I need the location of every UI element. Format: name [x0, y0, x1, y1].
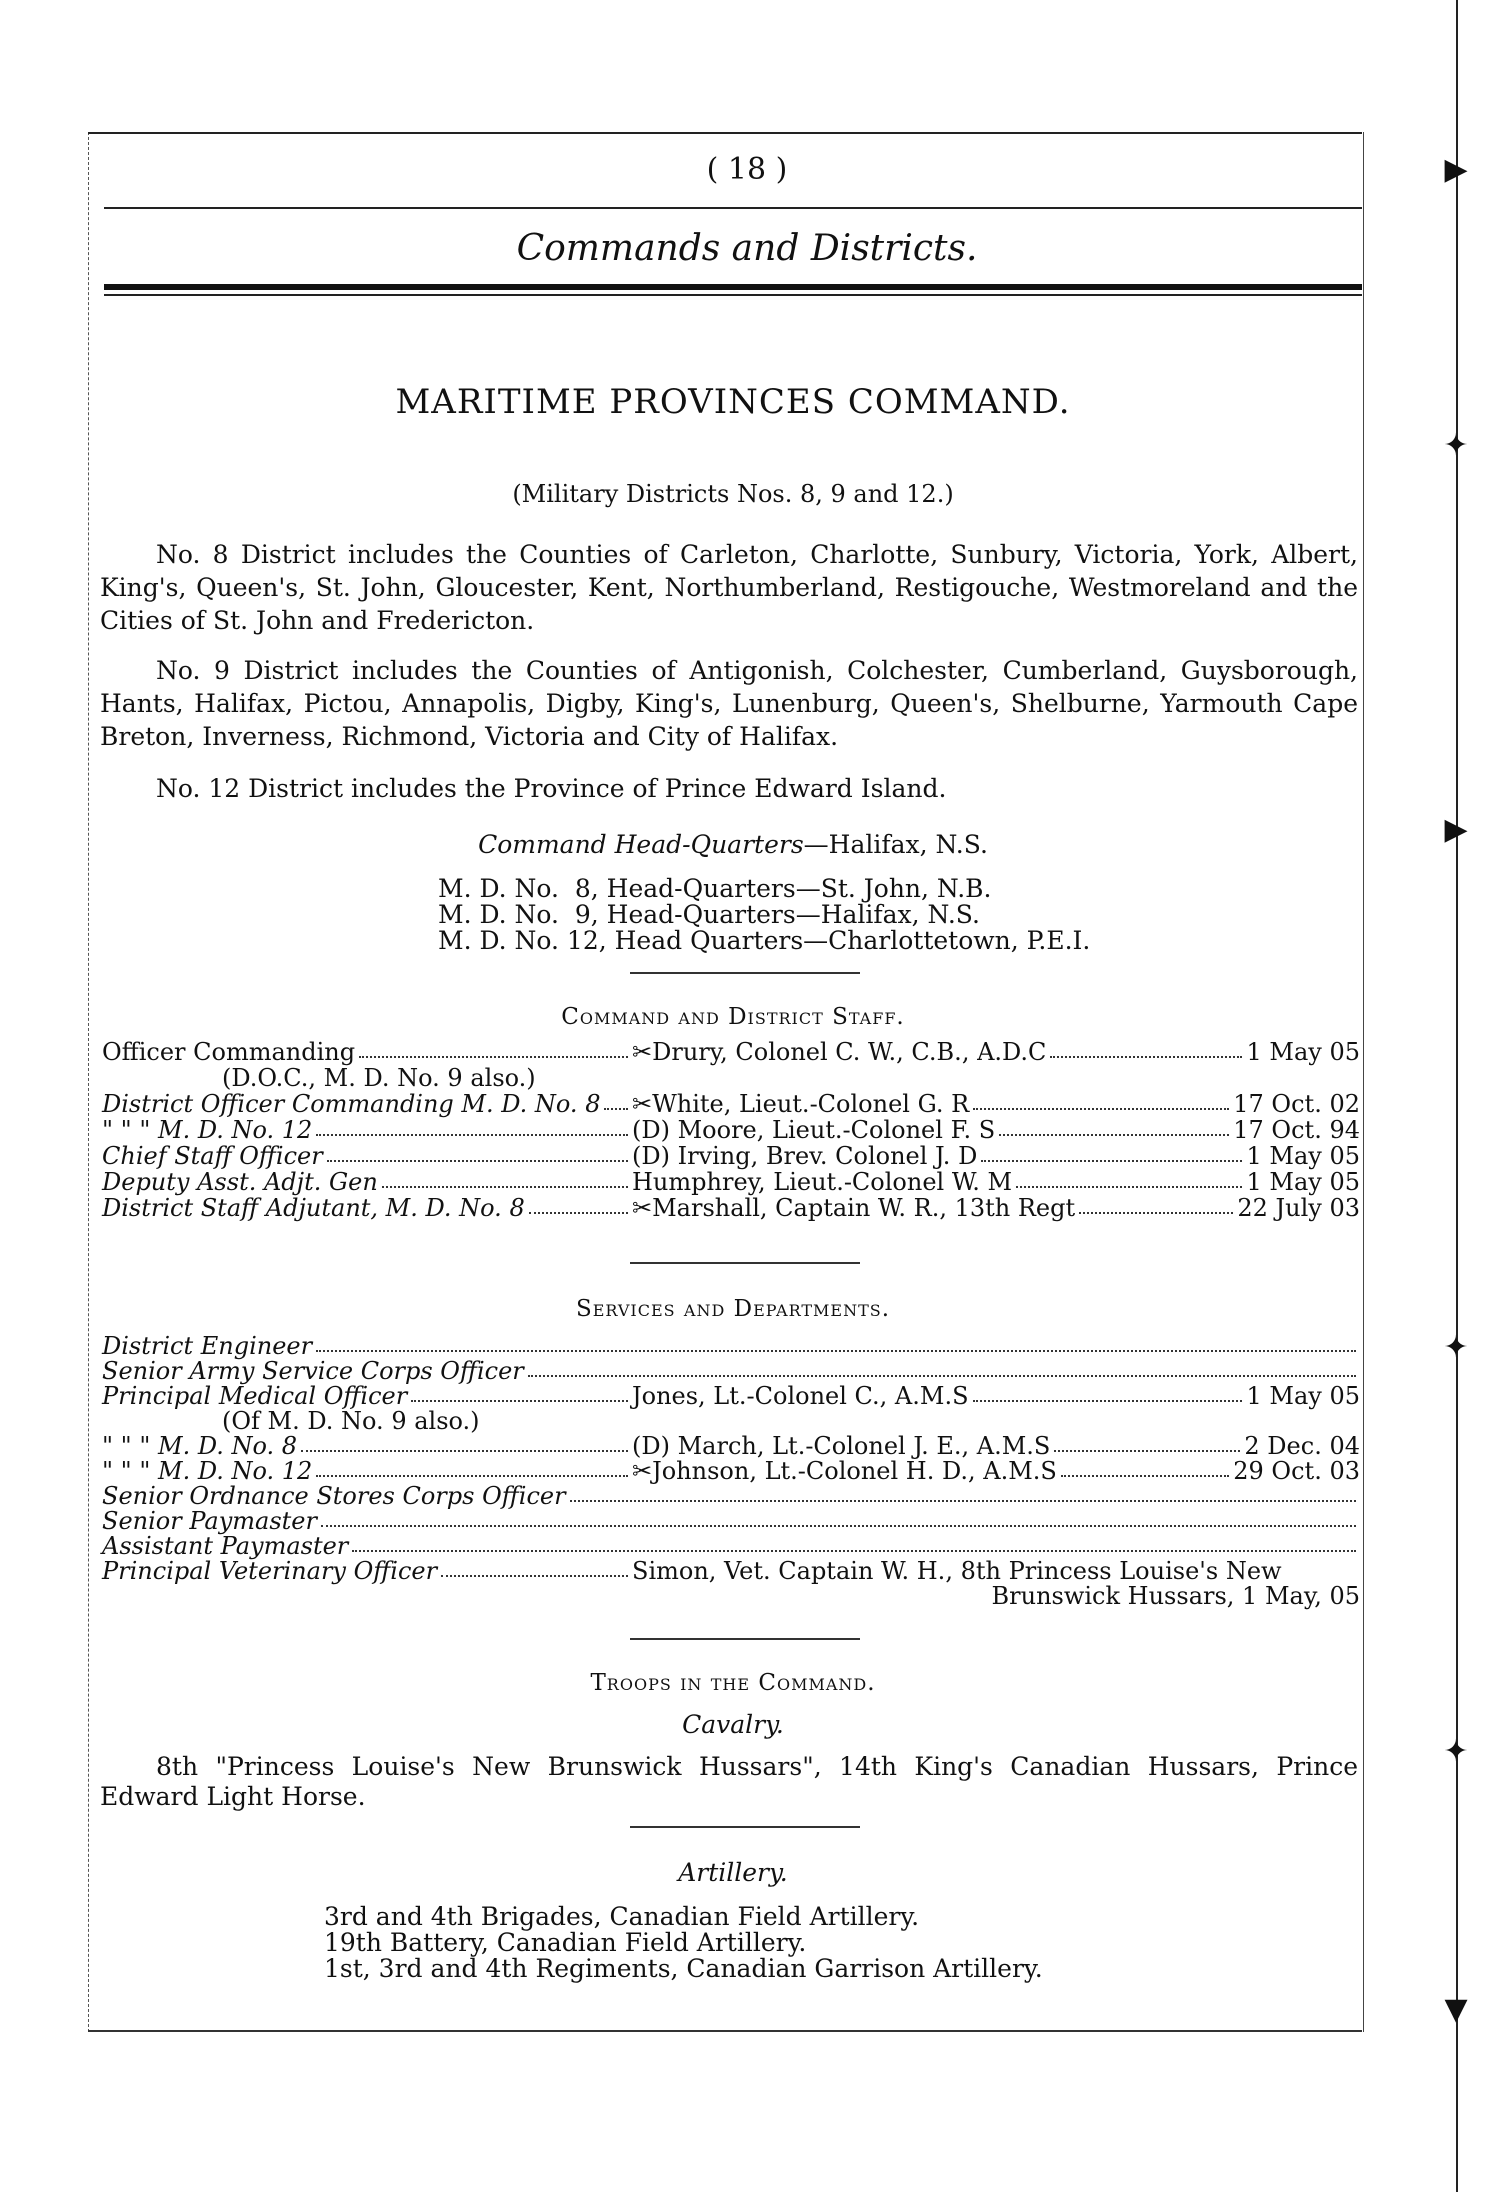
artillery-item: 19th Battery, Canadian Field Artillery.	[324, 1928, 807, 1957]
entry-name: Jones, Lt.-Colonel C., A.M.S	[632, 1382, 969, 1410]
section-rule	[630, 1638, 860, 1640]
entry-post: (D.O.C., M. D. No. 9 also.)	[222, 1064, 536, 1092]
entry-date: Brunswick Hussars, 1 May, 05	[991, 1582, 1360, 1610]
dot-leader	[1054, 1434, 1240, 1452]
paragraph-district-12: No. 12 District includes the Province of Prince Edward Island.	[156, 774, 947, 803]
services-heading: Services and Departments.	[575, 1296, 891, 1322]
dot-leader	[441, 1559, 628, 1577]
entry-row	[102, 1384, 1360, 1408]
entry-date: 1 May 05	[1246, 1168, 1360, 1196]
entry-row	[102, 1196, 1360, 1220]
entry-row	[102, 1359, 1360, 1383]
entry-row	[102, 1409, 1360, 1433]
dot-leader	[316, 1459, 628, 1477]
entry-name: (D) Moore, Lieut.-Colonel F. S	[632, 1116, 996, 1144]
entry-row	[102, 1170, 1360, 1194]
command-hq-label: Command Head-Quarters	[478, 830, 804, 859]
dot-leader	[604, 1092, 628, 1110]
dot-leader	[1016, 1170, 1242, 1188]
entry-post: District Officer Commanding M. D. No. 8	[102, 1090, 601, 1118]
entry-date: 1 May 05	[1246, 1038, 1360, 1066]
cavalry-text: 8th "Princess Louise's New Brunswick Hussars", 14th King's Canadian Hussars, Prince Edward Light Horse.	[100, 1752, 1358, 1811]
entry-post: " " " M. D. No. 8	[102, 1432, 298, 1460]
md-hq-line: M. D. No. 8, Head-Quarters—St. John, N.B.	[438, 874, 992, 903]
artillery-item: 3rd and 4th Brigades, Canadian Field Artillery.	[324, 1902, 920, 1931]
entry-post: Chief Staff Officer	[102, 1142, 323, 1170]
entry-post: Deputy Asst. Adjt. Gen	[102, 1168, 378, 1196]
entry-date: 2 Dec. 04	[1244, 1432, 1360, 1460]
paragraph-district-9: No. 9 District includes the Counties of Antigonish, Colchester, Cumberland, Guysborough, Hants, Halifax, Pictou, Annapolis, Digby, King's, Lunenburg, Queen's, Shelburne, Yarmouth Cape Breton, Inverness, Richmond, Victoria and City of Halifax.	[100, 656, 1358, 751]
dot-leader	[327, 1144, 628, 1162]
dot-leader	[981, 1144, 1242, 1162]
staff-heading: Command and District Staff.	[561, 1004, 905, 1030]
dot-leader	[529, 1196, 628, 1214]
entry-row	[102, 1040, 1360, 1064]
entry-post: Senior Army Service Corps Officer	[102, 1357, 524, 1385]
entry-name: ✂Drury, Colonel C. W., C.B., A.D.C	[632, 1038, 1047, 1066]
bottom-rule	[88, 2030, 1362, 2032]
entry-post: Principal Veterinary Officer	[102, 1557, 438, 1585]
binding-edge	[1456, 0, 1458, 2192]
dot-leader	[359, 1040, 628, 1058]
top-rule	[88, 132, 1362, 134]
entry-date: 29 Oct. 03	[1233, 1457, 1360, 1485]
entry-row	[102, 1584, 1360, 1608]
dot-leader	[973, 1092, 1229, 1110]
dot-leader	[570, 1484, 1356, 1502]
dot-leader	[411, 1384, 628, 1402]
page-number: ( 18 )	[706, 152, 788, 187]
entry-name: Simon, Vet. Captain W. H., 8th Princess Louise's New	[632, 1557, 1282, 1585]
binding-mark-icon: ✦	[1443, 428, 1469, 463]
entry-row	[102, 1118, 1360, 1142]
binding-mark-icon: ▶	[1444, 152, 1468, 187]
page-subtitle: (Military Districts Nos. 8, 9 and 12.)	[512, 480, 954, 508]
header-double-rule	[104, 284, 1362, 290]
entry-post: Senior Ordnance Stores Corps Officer	[102, 1482, 566, 1510]
entry-name: ✂Marshall, Captain W. R., 13th Regt	[632, 1194, 1076, 1222]
entry-name: ✂Johnson, Lt.-Colonel H. D., A.M.S	[632, 1457, 1057, 1485]
entry-name: Humphrey, Lieut.-Colonel W. M	[632, 1168, 1013, 1196]
entry-post: Senior Paymaster	[102, 1507, 317, 1535]
entry-date: 1 May 05	[1246, 1142, 1360, 1170]
artillery-heading: Artillery.	[678, 1858, 788, 1887]
entry-post: (Of M. D. No. 9 also.)	[222, 1407, 480, 1435]
entry-date: 22 July 03	[1237, 1194, 1360, 1222]
entry-post: Principal Medical Officer	[102, 1382, 408, 1410]
header-rule	[104, 207, 1362, 209]
header-rule-thin	[104, 294, 1362, 296]
entry-post: " " " M. D. No. 12	[102, 1116, 313, 1144]
entry-name: (D) Irving, Brev. Colonel J. D	[632, 1142, 978, 1170]
entry-date: 17 Oct. 94	[1233, 1116, 1360, 1144]
dot-leader	[301, 1434, 628, 1452]
entry-post: " " " M. D. No. 12	[102, 1457, 313, 1485]
entry-name: (D) March, Lt.-Colonel J. E., A.M.S	[632, 1432, 1051, 1460]
binding-mark-icon: ▼	[1444, 1992, 1468, 2027]
dot-leader	[973, 1384, 1243, 1402]
entry-post: Officer Commanding	[102, 1038, 356, 1066]
entry-row	[102, 1434, 1360, 1458]
section-rule	[630, 1262, 860, 1264]
section-rule	[630, 1826, 860, 1828]
entry-row	[102, 1144, 1360, 1168]
binding-mark-icon: ✦	[1443, 1330, 1469, 1365]
entry-row	[102, 1334, 1360, 1358]
paragraph-district-8: No. 8 District includes the Counties of Carleton, Charlotte, Sunbury, Victoria, York, Albert, King's, Queen's, St. John, Gloucester, Kent, Northumberland, Restigouche, Westmoreland and the Cities of St. John and Fredericton.	[100, 540, 1358, 635]
dot-leader	[1079, 1196, 1233, 1214]
running-head: Commands and Districts.	[516, 228, 978, 269]
entry-row	[102, 1066, 1360, 1090]
entry-row	[102, 1092, 1360, 1116]
dot-leader	[528, 1359, 1356, 1377]
binding-mark-icon: ✦	[1443, 1734, 1469, 1769]
entry-row	[102, 1509, 1360, 1533]
command-hq-value: —Halifax, N.S.	[803, 830, 988, 859]
entry-row	[102, 1534, 1360, 1558]
entry-date: 1 May 05	[1246, 1382, 1360, 1410]
command-headquarters	[104, 830, 1362, 859]
dot-leader	[316, 1118, 628, 1136]
entry-name: ✂White, Lieut.-Colonel G. R	[632, 1090, 970, 1118]
dot-leader	[321, 1509, 1356, 1527]
entry-date: 17 Oct. 02	[1233, 1090, 1360, 1118]
md-hq-line: M. D. No. 9, Head-Quarters—Halifax, N.S.	[438, 900, 980, 929]
section-rule	[630, 972, 860, 974]
entry-post: Assistant Paymaster	[102, 1532, 349, 1560]
cavalry-heading: Cavalry.	[682, 1710, 784, 1739]
dot-leader	[382, 1170, 628, 1188]
entry-post: District Engineer	[102, 1332, 313, 1360]
artillery-item: 1st, 3rd and 4th Regiments, Canadian Garrison Artillery.	[324, 1954, 1043, 1983]
entry-post: District Staff Adjutant, M. D. No. 8	[102, 1194, 525, 1222]
dot-leader	[1050, 1040, 1242, 1058]
entry-row	[102, 1559, 1360, 1583]
troops-heading: Troops in the Command.	[590, 1670, 876, 1696]
dot-leader	[316, 1334, 1356, 1352]
dot-leader	[352, 1534, 1356, 1552]
entry-row	[102, 1484, 1360, 1508]
dot-leader	[1061, 1459, 1229, 1477]
page-title: MARITIME PROVINCES COMMAND.	[395, 382, 1071, 422]
dot-leader	[999, 1118, 1229, 1136]
entry-row	[102, 1459, 1360, 1483]
md-hq-line: M. D. No. 12, Head Quarters—Charlottetown, P.E.I.	[438, 926, 1091, 955]
binding-mark-icon: ▶	[1444, 812, 1468, 847]
